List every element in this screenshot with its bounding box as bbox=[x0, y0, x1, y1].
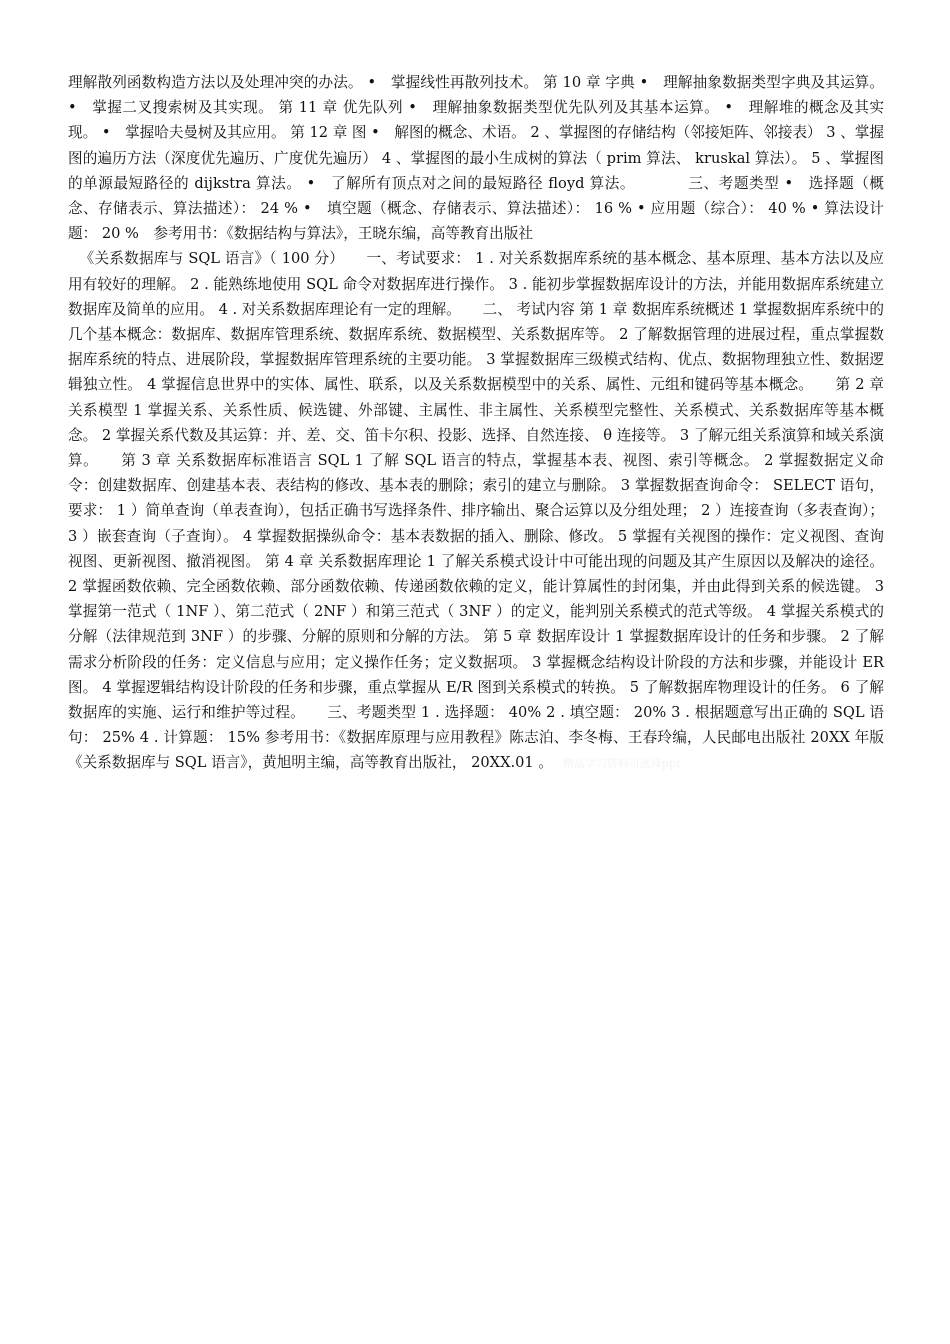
paragraph-relational-database-text: 《关系数据库与 SQL 语言》（ 100 分） 一、考试要求： 1 . 对关系数据库系统的基本概念、基本原理、基本方法以及应用有较好的理解。 2 . 能熟练地使用 SQL 命令对数据库进行操作。 3 . 能初步掌握数据库设计的方法，并能用数据库系统建立数据库及简单的应用。 4 . 对关系数据库理论有一定的理解。 二、 考试内容 第 1 章 数据库系统概述 1 掌握数据库系统中的几个基本概念：数据库、数据库管理系统、数据库系统、数据模型、关系数据库等。 2 了解数据管理的进展过程，重点掌握数据库系统的特点、进展阶段，掌握数据库管理系统的主要功能。 3 掌握数据库三级模式结构、优点、数据物理独立性、数据逻辑独立性。 4 掌握信息世界中的实体、属性、联系，以及关系数据模型中的关系、属性、元组和键码等基本概念。 第 2 章 关系模型 1 掌握关系、关系性质、候选键、外部键、主属性、非主属性、关系模型完整性、关系模式、关系数据库等基本概念。 2 掌握关系代数及其运算：并、差、交、笛卡尔积、投影、选择、自然连接、 θ 连接等。 3 了解元组关系演算和域关系演算。 第 3 章 关系数据库标准语言 SQL 1 了解 SQL 语言的特点，掌握基本表、视图、索引等概念。 2 掌握数据定义命令：创建数据库、创建基本表、表结构的修改、基本表的删除；索引的建立与删除。 3 掌握数据查询命令： SELECT 语句，要求： 1 ）简单查询（单表查询），包括正确书写选择条件、排序输出、聚合运算以及分组处理； 2 ）连接查询（多表查询）； 3 ）嵌套查询（子查询）。 4 掌握数据操纵命令：基本表数据的插入、删除、修改。 5 掌握有关视图的操作：定义视图、查询视图、更新视图、撤消视图。 第 4 章 关系数据库理论 1 了解关系模式设计中可能出现的问题及其产生原因以及解决的途径。 2 掌握函数依赖、完全函数依赖、部分函数依赖、传递函数依赖的定义，能计算属性的封闭集，并由此得到关系的候选键。 3 掌握第一范式（ 1NF ）、第二范式（ 2NF ）和第三范式（ 3NF ）的定义，能判别关系模式的范式等级。 4 掌握关系模式的分解（法律规范到 3NF ）的步骤、分解的原则和分解的方法。 第 5 章 数据库设计 1 掌握数据库设计的任务和步骤。 2 了解需求分析阶段的任务：定义信息与应用；定义操作任务；定义数据项。 3 掌握概念结构设计阶段的方法和步骤，并能设计 ER 图。 4 掌握逻辑结构设计阶段的任务和步骤，重点掌握从 E/R 图到关系模式的转换。 5 了解数据库物理设计的任务。 6 了解数据库的实施、运行和维护等过程。 三、考题类型 1 . 选择题： 40% 2 . 填空题： 20% 3 . 根据题意写出正确的 SQL 语句： 25% 4 . 计算题： 15% 参考用书：《数据库原理与应用教程》陈志泊、李冬梅、王春玲编，人民邮电出版社 20XX 年版《关系数据库与 SQL 语言》，黄旭明主编，高等教育出版社， 20XX.01 。 bbox=[68, 250, 884, 772]
document-page bbox=[68, 70, 884, 777]
paragraph-relational-database bbox=[68, 246, 884, 776]
watermark-text: 精品学习资料可选择ppt bbox=[562, 757, 681, 771]
paragraph-data-structures: 理解散列函数构造方法以及处理冲突的办法。 • 掌握线性再散列技术。 第 10 章 字典 • 理解抽象数据类型字典及其运算。 • 掌握二叉搜索树及其实现。 第 11 章 优先队列 • 理解抽象数据类型优先队列及其基本运算。 • 理解堆的概念及其实现。 • 掌握哈夫曼树及其应用。 第 12 章 图 • 解图的概念、术语。 2 、掌握图的存储结构（邻接矩阵、邻接表） 3 、掌握图的遍历方法（深度优先遍历、广度优先遍历） 4 、掌握图的最小生成树的算法（ prim 算法、 kruskal 算法）。 5 、掌握图的单源最短路径的 dijkstra 算法。 • 了解所有顶点对之间的最短路径 floyd 算法。 三、考题类型 • 选择题（概念、存储表示、算法描述）： 24 % • 填空题（概念、存储表示、算法描述）： 16 % • 应用题（综合）： 40 % • 算法设计题： 20 % 参考用书：《数据结构与算法》，王晓东编，高等教育出版社 bbox=[68, 74, 884, 243]
